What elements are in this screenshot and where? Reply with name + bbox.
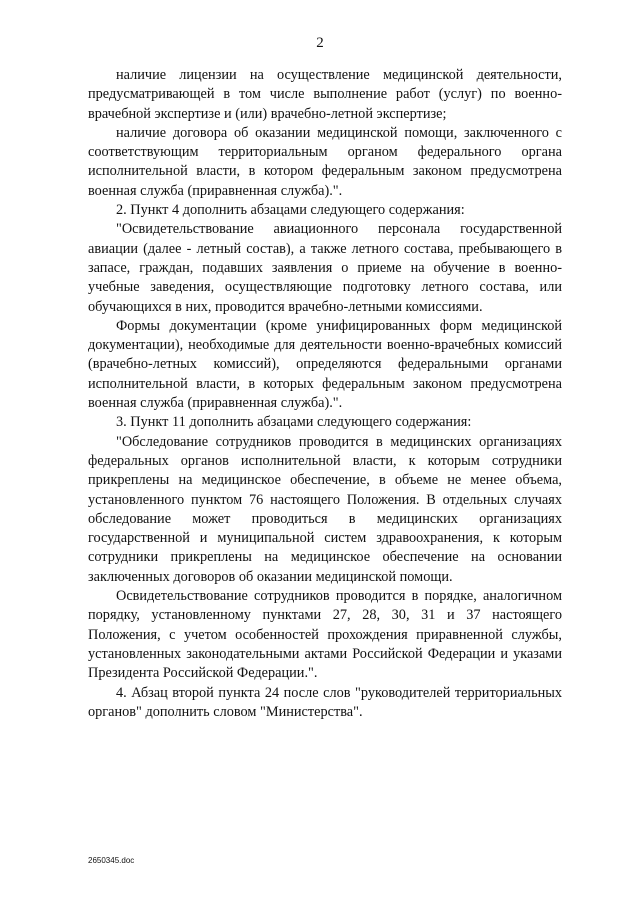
paragraph-employee-certification: Освидетельствование сотрудников проводится в порядке, аналогичном порядку, установленному пунктами 27, 28, 30, 31 и 37 настоящего Положения, с учетом особенностей прохождения приравненной службы, установленных законодательными актами Российской Федерации и указами Президента Российской Федерации.". bbox=[88, 588, 562, 682]
paragraph-item-2-heading: 2. Пункт 4 дополнить абзацами следующего содержания: bbox=[116, 202, 465, 219]
paragraph-item-3-heading: 3. Пункт 11 дополнить абзацами следующего содержания: bbox=[116, 414, 472, 431]
paragraph-aviation-examination: "Освидетельствование авиационного персонала государственной авиации (далее - летный состав), а также летного состава, пребывающего в запасе, граждан, подавших заявления о приеме на обучение в военно-учебные заведения, осуществляющие подготовку летного состава, или обучающихся в них, проводится врачебно-летными комиссиями. bbox=[88, 221, 562, 315]
footer-file-name: 2650345.doc bbox=[88, 856, 135, 865]
paragraph-employee-examination: "Обследование сотрудников проводится в медицинских организациях федеральных органов исполнительной власти, к которым сотрудники прикреплены на медицинское обеспечение, в объеме не менее объема, установленного пунктом 76 настоящего Положения. В отдельных случаях обследование может проводиться в медицинских организациях государственной и муниципальной систем здравоохранения, к которым сотрудники прикреплены на медицинское обеспечение на основании заключенных договоров об оказании медицинской помощи. bbox=[88, 433, 562, 585]
page-number: 2 bbox=[316, 35, 324, 51]
paragraph-license: наличие лицензии на осуществление медицинской деятельности, предусматривающей в том числе выполнение работ (услуг) по военно-врачебной экспертизе и (или) врачебно-летной экспертизе; bbox=[88, 67, 562, 122]
paragraph-documentation-forms: Формы документации (кроме унифицированных форм медицинской документации), необходимые для деятельности военно-врачебных комиссий (врачебно-летных комиссий), определяются федеральными органами исполнительной власти, в которых федеральным законом предусмотрена военная служба (приравненная служба).". bbox=[88, 317, 562, 412]
paragraph-contract: наличие договора об оказании медицинской помощи, заключенного с соответствующим территориальным органом федерального органа исполнительной власти, в котором федеральным законом предусмотрена военная служба (приравненная служба).". bbox=[88, 124, 562, 199]
document-body bbox=[88, 66, 562, 722]
paragraph-item-4: 4. Абзац второй пункта 24 после слов "руководителей территориальных органов" дополнить словом "Министерства". bbox=[88, 684, 562, 720]
